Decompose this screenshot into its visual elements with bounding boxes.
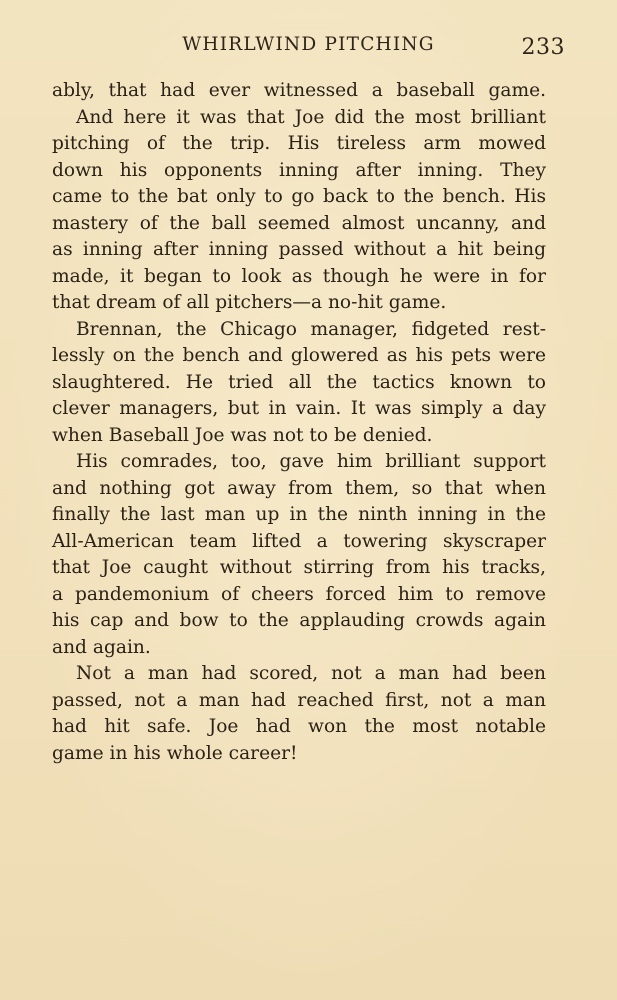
text-line: slaughtered. He tried all the tactics known to [52,371,546,393]
text-line: ably, that had ever witnessed a baseball game. [52,80,546,101]
paragraph-last-line: that dream of all pitchers—a no-hit game. [52,292,447,313]
text-line: as inning after inning passed without a hit being [52,239,546,260]
paragraph-first-line: And here it was that Joe did the most brilliant [76,106,546,128]
text-line: All-American team lifted a towering skyscraper [52,530,546,552]
paragraph-last-line: game in his whole career! [52,742,298,764]
text-line: mastery of the ball seemed almost uncanny, and [52,212,546,234]
running-head [52,34,565,62]
paragraph-first-line: Not a man had scored, not a man had been [76,663,546,684]
text-line: clever managers, but in vain. It was simply a day [52,398,546,419]
text-line: passed, not a man had reached first, not a man [52,689,546,711]
paragraph-last-line: and again. [52,636,151,658]
body-text [52,78,546,767]
text-line: that Joe caught without stirring from his tracks, [52,557,546,578]
page-number: 233 [521,35,565,60]
text-line: made, it began to look as though he were in for [52,265,546,287]
paragraph-last-line: when Baseball Joe was not to be denied. [52,424,433,446]
text-line: came to the bat only to go back to the bench. His [52,186,546,207]
text-line: and nothing got away from them, so that when [52,477,546,499]
text-line: lessly on the bench and glowered as his pets were [52,345,546,366]
text-line: pitching of the trip. His tireless arm mowed [52,133,546,154]
text-line: down his opponents inning after inning. They [52,159,546,181]
paragraph-first-line: Brennan, the Chicago manager, fidgeted rest- [76,318,546,340]
text-line: his cap and bow to the applauding crowds again [52,610,546,631]
text-line: a pandemonium of cheers forced him to remove [52,583,546,605]
text-line: finally the last man up in the ninth inning in the [52,504,546,525]
text-line: had hit safe. Joe had won the most notable [52,716,546,737]
paragraph-first-line: His comrades, too, gave him brilliant support [76,451,546,472]
running-title: WHIRLWIND PITCHING [182,34,435,55]
